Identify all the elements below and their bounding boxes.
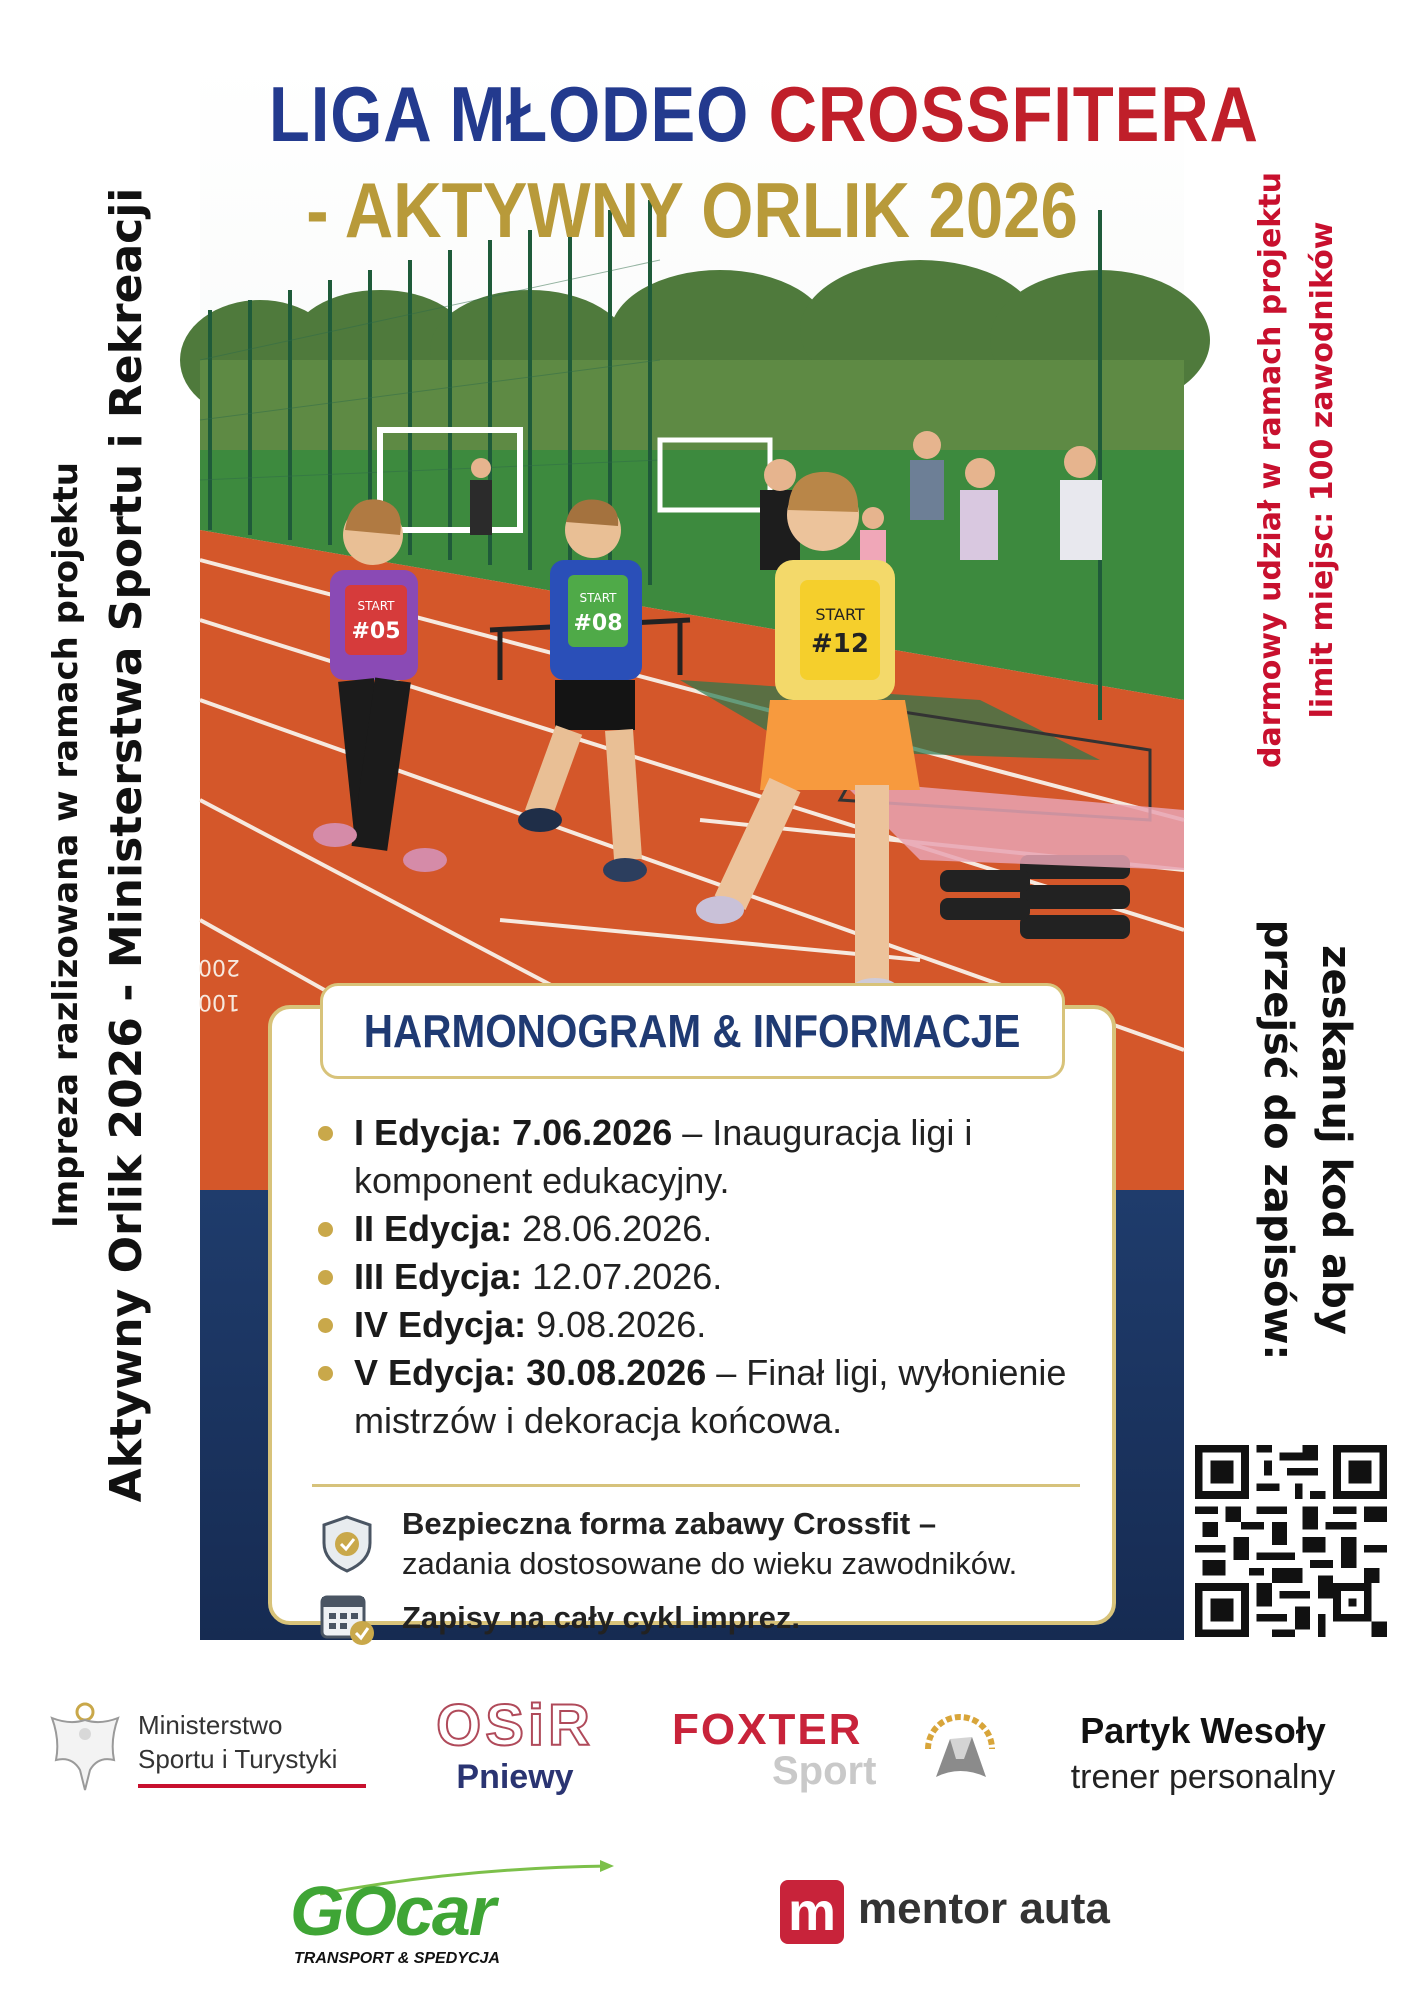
schedule-item-4: IV Edycja: 9.08.2026. <box>312 1301 1092 1349</box>
bullet-icon <box>318 1366 333 1381</box>
panel-divider <box>312 1484 1080 1487</box>
osir-logo <box>415 1695 615 1805</box>
mentor-m-badge <box>780 1880 844 1944</box>
bib-05-number: #05 <box>351 619 401 644</box>
trainer-info <box>1028 1708 1378 1808</box>
bullet-icon <box>318 1318 333 1333</box>
bullet-icon <box>318 1222 333 1237</box>
title-part1: LIGA MŁODEO <box>268 70 769 158</box>
schedule-item-2: II Edycja: 28.06.2026. <box>312 1205 1092 1253</box>
registration-feature <box>316 1587 800 1649</box>
registration-feature-text: Zapisy na cały cykl imprez. <box>402 1600 801 1635</box>
participant-limit-text: limit miejsc: 100 zawodników <box>1305 221 1340 719</box>
schedule-heading: HARMONOGRAM & INFORMACJE <box>364 1005 1021 1057</box>
bib-08-number: #08 <box>573 611 623 636</box>
safety-feature-title: Bezpieczna forma zabawy Crossfit – <box>402 1506 937 1541</box>
track-mark-200: 200 <box>198 954 240 979</box>
foxter-sub: Sport <box>772 1749 877 1793</box>
bib-05-start: START <box>357 599 395 613</box>
mentor-auta-logo <box>780 1880 1140 1950</box>
foxter-sport-logo <box>672 1705 1002 1805</box>
bib-12-number: #12 <box>811 629 869 659</box>
bib-12-start: START <box>815 605 865 624</box>
scan-instruction-line1: zeskanuj kod aby <box>1313 945 1359 1335</box>
flag-stripe <box>138 1784 366 1788</box>
title-part2: CROSSFITERA <box>768 70 1259 158</box>
gocar-logo <box>290 1860 620 1970</box>
bullet-icon <box>318 1126 333 1141</box>
poster-subtitle: - AKTYWNY ORLIK 2026 <box>306 166 1078 254</box>
schedule-heading-box <box>320 983 1065 1079</box>
trainer-name: Partyk Wesoły <box>1080 1710 1326 1751</box>
scan-instruction-line2: przejść do zapisów: <box>1255 919 1301 1361</box>
safety-feature-desc: zadania dostosowane do wieku zawodników. <box>402 1546 1018 1581</box>
calendar-check-icon <box>316 1587 378 1649</box>
participation-info-vertical <box>1245 90 1375 850</box>
gocar-name: GOcar <box>290 1872 494 1950</box>
foxter-name: FOXTER <box>672 1705 863 1754</box>
bullet-icon <box>318 1270 333 1285</box>
mentor-name: mentor auta <box>858 1884 1110 1933</box>
shield-check-icon <box>316 1513 378 1575</box>
safety-feature <box>316 1504 1017 1584</box>
scan-instruction-vertical <box>1215 880 1365 1400</box>
gocar-sub: TRANSPORT & SPEDYCJA <box>294 1950 500 1967</box>
ministry-logo <box>42 1700 372 1795</box>
bib-08-start: START <box>579 591 617 605</box>
trainer-role: trener personalny <box>1070 1758 1336 1796</box>
white-eagle-emblem-icon <box>42 1700 128 1792</box>
schedule-list <box>312 1109 1092 1445</box>
registration-qr-code[interactable] <box>1195 1445 1387 1637</box>
ministry-name-line1: Ministerstwo <box>138 1710 283 1740</box>
osir-name: OSiR <box>436 1693 594 1758</box>
osir-city: Pniewy <box>456 1758 574 1796</box>
event-poster <box>198 60 1259 1640</box>
fox-head-icon <box>920 1709 1000 1789</box>
poster-title <box>200 66 1259 258</box>
schedule-panel <box>268 1005 1116 1635</box>
ministry-name-line2: Sportu i Turystyki <box>138 1744 338 1774</box>
schedule-item-3: III Edycja: 12.07.2026. <box>312 1253 1092 1301</box>
project-info-line2: Aktywny Orlik 2026 - Ministerstwa Sportu i Rekreacji <box>101 187 152 1503</box>
track-mark-100: 100 <box>198 989 240 1014</box>
project-info-line1: Impreza razlizowana w ramach projektu <box>46 462 86 1228</box>
free-participation-text: darmowy udział w ramach projektu <box>1253 172 1288 768</box>
schedule-item-5: V Edycja: 30.08.2026 – Finał ligi, wyłonienie mistrzów i dekoracja końcowa. <box>312 1349 1092 1445</box>
mentor-letter: m <box>787 1882 836 1942</box>
schedule-item-1: I Edycja: 7.06.2026 – Inauguracja ligi i komponent edukacyjny. <box>312 1109 1092 1205</box>
